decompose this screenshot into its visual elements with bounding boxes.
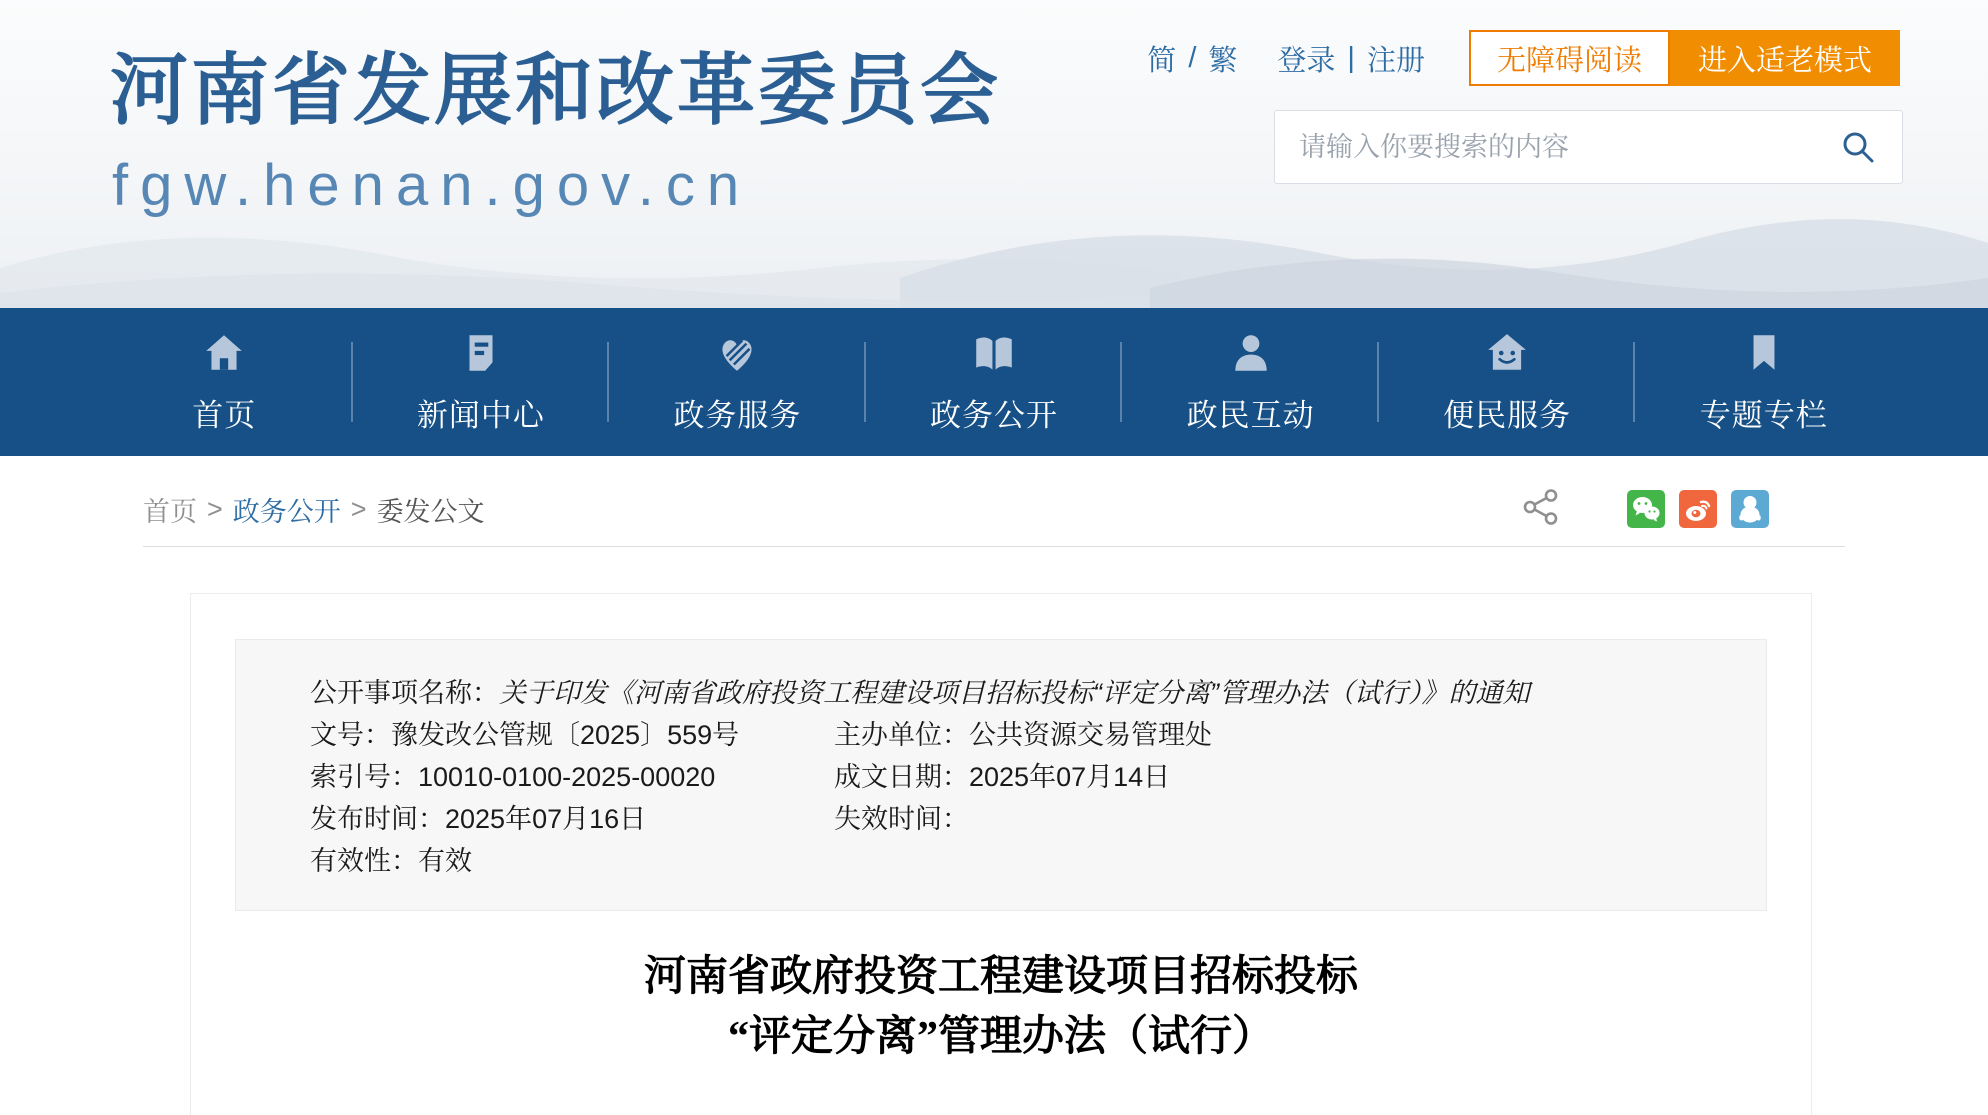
meta-row <box>310 840 1726 882</box>
accessibility-reading-button[interactable]: 无障碍阅读 <box>1469 30 1670 86</box>
meta-title-row <box>310 672 1726 714</box>
share-toolbar <box>1521 486 1845 533</box>
nav-item-home[interactable] <box>96 308 353 456</box>
elder-mode-button[interactable]: 进入适老模式 <box>1670 30 1900 86</box>
breadcrumb-separator: > <box>350 493 367 524</box>
login-link[interactable]: 登录 <box>1277 44 1336 77</box>
search-icon[interactable] <box>1838 127 1878 167</box>
search-input[interactable] <box>1299 132 1838 163</box>
meta-row <box>310 714 1726 756</box>
lang-traditional-link[interactable]: 繁 <box>1208 44 1238 77</box>
bookmark-icon <box>1741 330 1787 376</box>
nav-item-public-interaction[interactable] <box>1122 308 1379 456</box>
open-book-icon <box>971 330 1017 376</box>
nav-item-label: 专题专栏 <box>1699 397 1828 433</box>
qq-icon[interactable] <box>1731 490 1769 528</box>
nav-item-label: 政务公开 <box>930 397 1059 433</box>
meta-title-label: 公开事项名称： <box>310 678 499 708</box>
meta-cell <box>834 804 969 834</box>
document-metadata-box <box>235 639 1767 911</box>
article-title-line1: 河南省政府投资工程建设项目招标投标 <box>643 954 1358 1000</box>
article-title <box>191 947 1811 1067</box>
nav-item-convenience-services[interactable] <box>1379 308 1636 456</box>
meta-publish-time-value: 2025年07月16日 <box>445 804 647 834</box>
meta-cell <box>310 756 834 798</box>
nav-item-government-services[interactable] <box>609 308 866 456</box>
meta-row <box>310 798 1726 840</box>
meta-publish-time-label: 发布时间： <box>310 804 445 834</box>
nav-item-label: 新闻中心 <box>416 397 545 433</box>
share-nodes-icon[interactable] <box>1521 486 1563 533</box>
meta-cell <box>310 840 834 882</box>
breadcrumb-disclosure[interactable]: 政务公开 <box>232 496 341 527</box>
home-icon <box>201 330 247 376</box>
article-title-line2: “评定分离”管理办法（试行） <box>727 1014 1274 1060</box>
breadcrumb-row <box>143 480 1845 547</box>
meta-validity-value: 有效 <box>418 846 472 876</box>
meta-host-unit-value: 公共资源交易管理处 <box>969 720 1212 750</box>
meta-validity-label: 有效性： <box>310 846 418 876</box>
auth-links <box>1277 38 1425 79</box>
nav-item-label: 政务服务 <box>673 397 802 433</box>
main-navigation <box>0 308 1988 456</box>
breadcrumb-home[interactable]: 首页 <box>143 496 197 527</box>
site-header <box>0 0 1988 308</box>
language-switch <box>1147 38 1237 79</box>
meta-cell <box>310 714 834 756</box>
meta-host-unit-label: 主办单位： <box>834 720 969 750</box>
meta-title-value: 关于印发《河南省政府投资工程建设项目招标投标“评定分离”管理办法（试行）》的通知 <box>499 678 1530 708</box>
meta-expiry-label: 失效时间： <box>834 804 969 834</box>
breadcrumb-separator: > <box>207 493 223 524</box>
meta-doc-number-value: 豫发改公管规〔2025〕559号 <box>391 720 740 750</box>
site-logo-title: 河南省发展和改革委员会 <box>110 46 1002 134</box>
nav-item-government-disclosure[interactable] <box>866 308 1123 456</box>
meta-doc-number-label: 文号： <box>310 720 391 750</box>
meta-written-date-value: 2025年07月14日 <box>969 762 1171 792</box>
breadcrumb-current: 委发公文 <box>376 496 485 527</box>
nav-item-label: 首页 <box>192 397 257 433</box>
person-icon <box>1228 330 1274 376</box>
register-link[interactable]: 注册 <box>1366 44 1425 77</box>
house-smile-icon <box>1484 330 1530 376</box>
nav-item-news-center[interactable] <box>353 308 610 456</box>
news-icon <box>458 330 504 376</box>
lang-simplified-link[interactable]: 简 <box>1147 44 1177 77</box>
lang-separator: / <box>1188 41 1197 74</box>
breadcrumb <box>143 490 485 529</box>
wechat-icon[interactable] <box>1627 490 1665 528</box>
nav-item-label: 政民互动 <box>1186 397 1315 433</box>
meta-cell <box>310 798 834 840</box>
weibo-icon[interactable] <box>1679 490 1717 528</box>
site-search <box>1274 110 1903 184</box>
meta-index-value: 10010-0100-2025-00020 <box>418 762 716 792</box>
header-utility-bar <box>1147 30 1900 86</box>
meta-index-label: 索引号： <box>310 762 418 792</box>
nav-item-label: 便民服务 <box>1443 397 1572 433</box>
meta-written-date-label: 成文日期： <box>834 762 969 792</box>
site-logo-url: fgw.henan.gov.cn <box>112 153 752 218</box>
nav-item-special-topics[interactable] <box>1635 308 1892 456</box>
meta-cell <box>834 762 1170 792</box>
meta-cell <box>834 720 1212 750</box>
auth-separator: | <box>1347 41 1355 74</box>
meta-row <box>310 756 1726 798</box>
document-card <box>190 593 1812 1115</box>
service-hands-icon <box>714 330 760 376</box>
